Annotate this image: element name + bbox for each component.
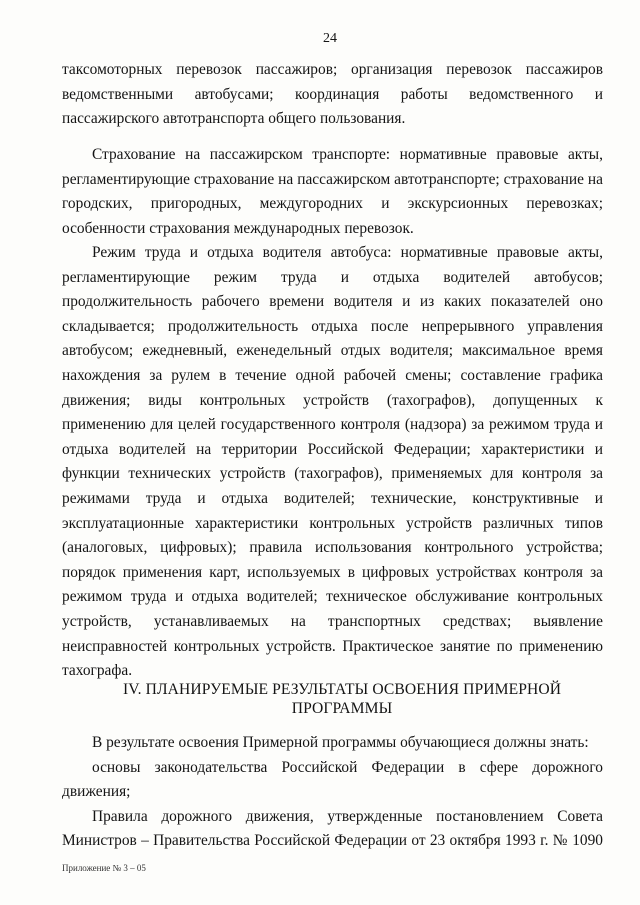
body-block-work-rest — [62, 241, 603, 684]
paragraph-taxi-transport: таксомоторных перевозок пассажиров; организация перевозок пассажиров ведомственными автобусами; координация работы ведомственного и пассажирского автотранспорта общего пользования. — [62, 61, 603, 128]
paragraph-results-intro: В результате освоения Примерной программы обучающиеся должны знать: — [92, 734, 589, 751]
paragraph-work-rest-regime: Режим труда и отдыха водителя автобуса: нормативные правовые акты, регламентирующие режим труда и отдыха водителей автобусов; продолжительность рабочего времени водителя и из каких показателей оно складывается; продолжительность отдыха после непрерывного управления автобусом; ежедневный, еженедельный отдых водителя; максимальное время нахождения за рулем в течение одной рабочей смены; составление графика движения; виды контрольных устройств (тахографов), допущенных к применению для целей государственного контроля (надзора) за режимом труда и отдыха водителей на территории Российской Федерации; характеристики и функции технических устройств (тахографов), применяемых для контроля за режимами труда и отдыха водителей; технические, конструктивные и эксплуатационные характеристики контрольных устройств различных типов (аналоговых, цифровых); правила использования контрольного устройства; порядок применения карт, используемых в цифровых устройствах контроля за режимом труда и отдыха водителей; техническое обслуживание контрольных устройств, устанавливаемых на транспортных средствах; выявление неисправностей контрольных устройств. Практическое занятие по применению тахографа. — [62, 244, 603, 680]
body-block-results — [62, 731, 603, 854]
section-heading — [62, 680, 622, 718]
body-block-transport — [62, 58, 603, 132]
paragraph-results-traffic-rules: Правила дорожного движения, утвержденные постановлением Совета Министров – Правительства Российской Федерации от 23 октября 1993 г. № 1090 — [62, 807, 603, 850]
footer-note: Приложение № 3 – 05 — [62, 863, 146, 873]
section-heading-line2: ПРОГРАММЫ — [291, 700, 393, 717]
page-number: 24 — [323, 31, 337, 46]
section-heading-line1: IV. ПЛАНИРУЕМЫЕ РЕЗУЛЬТАТЫ ОСВОЕНИЯ ПРИМЕРНОЙ — [122, 681, 562, 698]
paragraph-insurance: Страхование на пассажирском транспорте: нормативные правовые акты, регламентирующие страхование на пассажирском автотранспорте; страхование на городских, пригородных, междугородних и экскурсионных перевозках; особенности страхования международных перевозок. — [62, 146, 603, 237]
body-block-insurance — [62, 143, 603, 241]
paragraph-results-legislation: основы законодательства Российской Федерации в сфере дорожного движения; — [62, 758, 603, 801]
